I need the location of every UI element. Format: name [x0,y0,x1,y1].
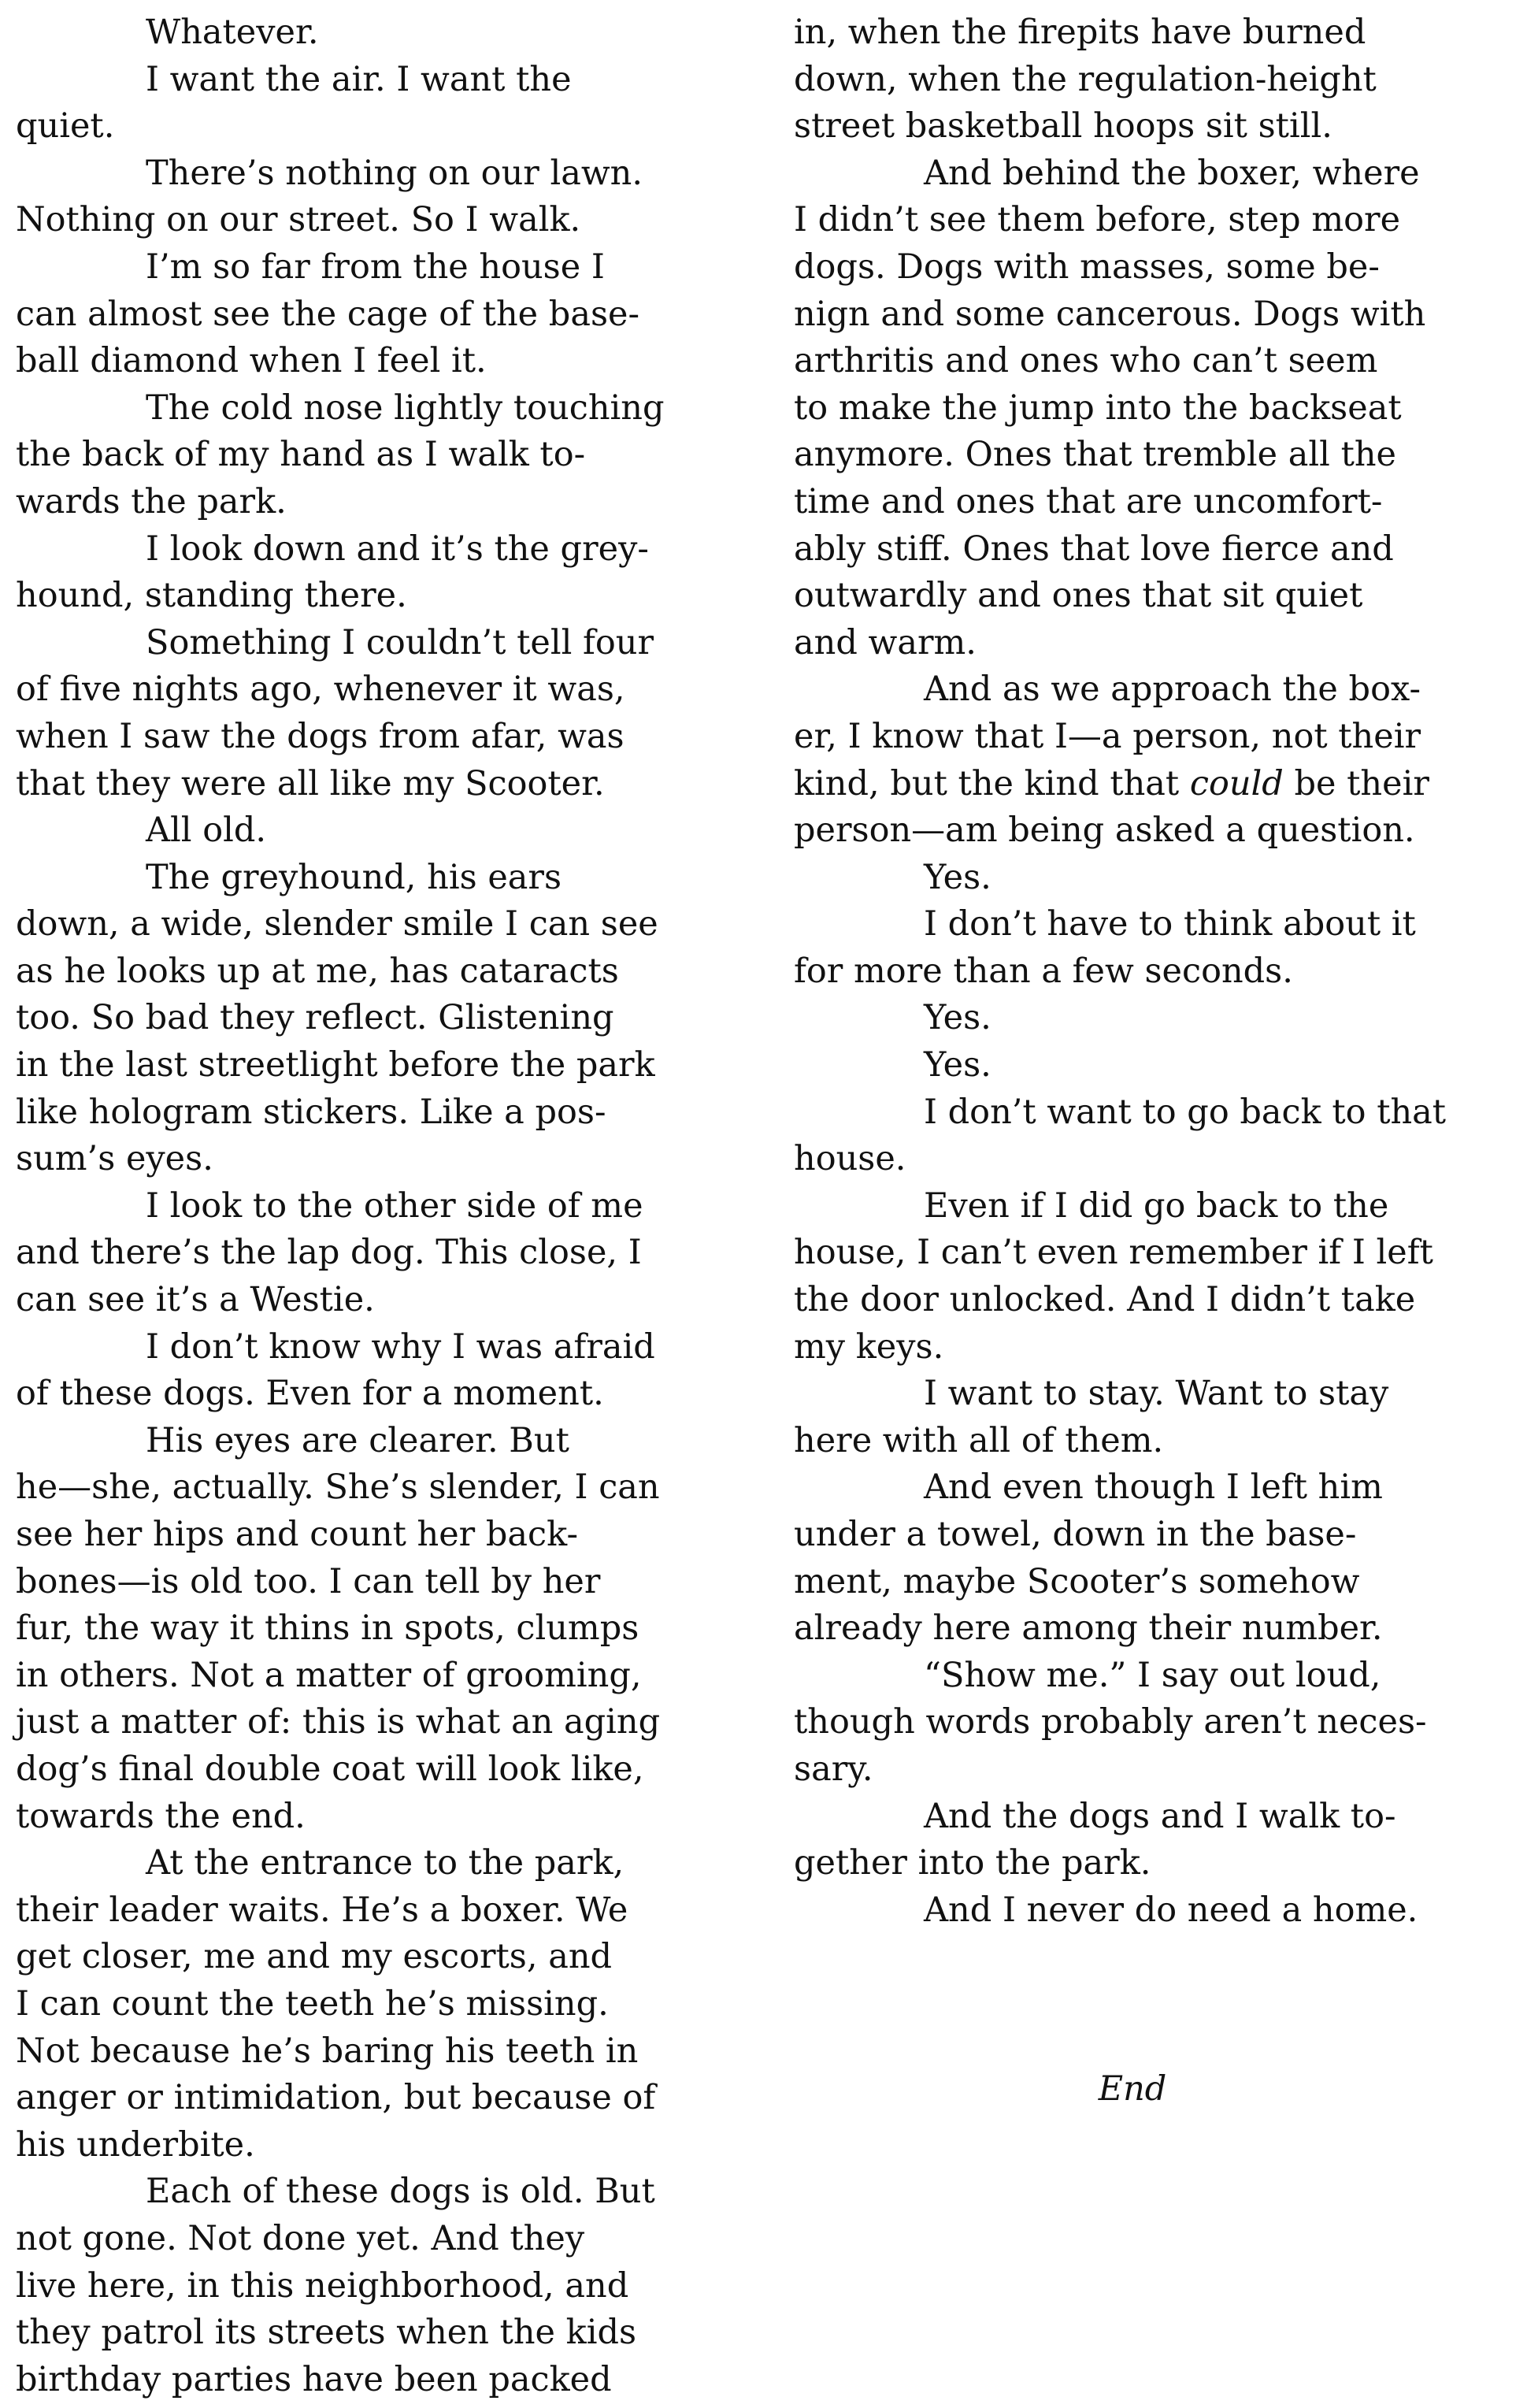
text-line: the back of my hand as I walk to- [16,435,586,475]
text-line: Something I couldn’t tell four [146,622,654,662]
text-line: their leader waits. He’s a boxer. We [16,1890,628,1930]
text-line: down, when the regulation-height [794,59,1377,99]
text-line: in the last streetlight before the park [16,1045,655,1085]
text-fragment: kind, but the kind that [794,763,1190,803]
text-line: under a towel, down in the base- [794,1515,1357,1554]
text-line: Yes. [924,857,991,897]
text-line: and there’s the lap dog. This close, I [16,1233,642,1273]
text-line: already here among their number. [794,1608,1383,1649]
text-line: see her hips and count her back- [16,1515,578,1554]
text-line: The cold nose lightly touching [146,388,665,428]
text-line: can see it’s a Westie. [16,1280,375,1320]
text-line: person—am being asked a question. [794,811,1415,851]
text-line: His eyes are clearer. But [146,1420,569,1460]
text-line: as he looks up at me, has cataracts [16,951,619,991]
text-line: anymore. Ones that tremble all the [794,435,1396,475]
text-line: ball diamond when I feel it. [16,341,487,381]
text-line: just a matter of: this is what an aging [16,1702,661,1742]
text-line: like hologram stickers. Like a pos- [16,1092,606,1132]
text-line: arthritis and ones who can’t seem [794,341,1378,381]
text-line: though words probably aren’t neces- [794,1702,1427,1742]
text-line: when I saw the dogs from afar, was [16,716,625,756]
text-line: gether into the park. [794,1843,1151,1883]
text-line: All old. [146,811,267,851]
text-line: hound, standing there. [16,576,407,616]
text-line: I want the air. I want the [146,59,572,99]
text-line: street basketball hoops sit still. [794,106,1332,147]
text-line: time and ones that are uncomfort- [794,481,1383,521]
text-line: nign and some cancerous. Dogs with [794,294,1426,334]
text-line: I look to the other side of me [146,1185,643,1226]
text-fragment: be their [1283,763,1429,803]
text-line: for more than a few seconds. [794,951,1293,991]
text-line: and warm. [794,622,977,662]
text-line: And I never do need a home. [924,1890,1418,1930]
text-line: At the entrance to the park, [146,1843,625,1883]
text-line: And the dogs and I walk to- [924,1796,1396,1836]
text-line: Each of these dogs is old. But [146,2172,655,2212]
text-line: Even if I did go back to the [924,1185,1389,1226]
text-line: my keys. [794,1326,944,1367]
right-text-column [794,9,1518,1934]
end-mark: End [1098,2069,1167,2109]
text-line: There’s nothing on our lawn. [146,153,643,193]
text-line: I can count the teeth he’s missing. [16,1983,609,2024]
text-line: towards the end. [16,1796,306,1836]
emphasized-word: could [1189,763,1284,803]
text-line: in others. Not a matter of grooming, [16,1655,642,1695]
text-line: “Show me.” I say out loud, [924,1655,1381,1695]
text-line: house, I can’t even remember if I left [794,1233,1433,1273]
text-line: sary. [794,1749,873,1789]
text-line: birthday parties have been packed [16,2359,612,2399]
text-line: The greyhound, his ears [146,857,562,897]
text-line: sum’s eyes. [16,1139,213,1179]
text-line: anger or intimidation, but because of [16,2078,656,2118]
text-line: I want to stay. Want to stay [924,1374,1389,1414]
text-line: Whatever. [146,13,319,52]
text-line: And as we approach the box- [924,670,1421,710]
text-line: live here, in this neighborhood, and [16,2265,629,2306]
text-line: of these dogs. Even for a moment. [16,1374,604,1414]
text-line: that they were all like my Scooter. [16,763,605,803]
text-line: I don’t want to go back to that [924,1092,1447,1132]
text-line: outwardly and ones that sit quiet [794,576,1363,616]
text-line: he—she, actually. She’s slender, I can [16,1467,660,1508]
text-line: Not because he’s baring his teeth in [16,2031,639,2071]
text-line: can almost see the cage of the base- [16,294,639,334]
text-line: the door unlocked. And I didn’t take [794,1280,1416,1320]
text-line: ment, maybe Scooter’s somehow [794,1561,1360,1601]
text-line: house. [794,1139,906,1179]
text-line: I’m so far from the house I [146,247,605,287]
text-line: Nothing on our street. So I walk. [16,200,581,240]
text-line: to make the jump into the backseat [794,388,1402,428]
text-line: dog’s final double coat will look like, [16,1749,644,1789]
text-line: I don’t know why I was afraid [146,1326,655,1367]
text-line: ably stiff. Ones that love fierce and [794,529,1394,569]
left-text-column [16,9,772,2403]
text-line: er, I know that I—a person, not their [794,716,1421,756]
text-line: not gone. Not done yet. And they [16,2218,585,2258]
text-line: in, when the firepits have burned [794,13,1366,52]
text-line: bones—is old too. I can tell by her [16,1561,601,1601]
text-line: too. So bad they reflect. Glistening [16,998,614,1038]
text-line: down, a wide, slender smile I can see [16,904,658,944]
text-line: And even though I left him [924,1467,1383,1508]
text-line: get closer, me and my escorts, and [16,1937,613,1977]
text-line: And behind the boxer, where [924,153,1420,193]
text-line: I look down and it’s the grey- [146,529,649,569]
text-line: quiet. [16,106,115,147]
text-line [794,761,1518,808]
text-line: fur, the way it thins in spots, clumps [16,1608,639,1649]
text-line: dogs. Dogs with masses, some be- [794,247,1380,287]
text-line: they patrol its streets when the kids [16,2313,637,2353]
text-line: of five nights ago, whenever it was, [16,670,625,710]
text-line: I didn’t see them before, step more [794,200,1401,240]
text-line: wards the park. [16,481,287,521]
text-line: Yes. [924,1045,991,1085]
text-line: here with all of them. [794,1420,1164,1460]
text-line: his underbite. [16,2124,255,2165]
text-line: I don’t have to think about it [924,904,1416,944]
text-line: Yes. [924,998,991,1038]
